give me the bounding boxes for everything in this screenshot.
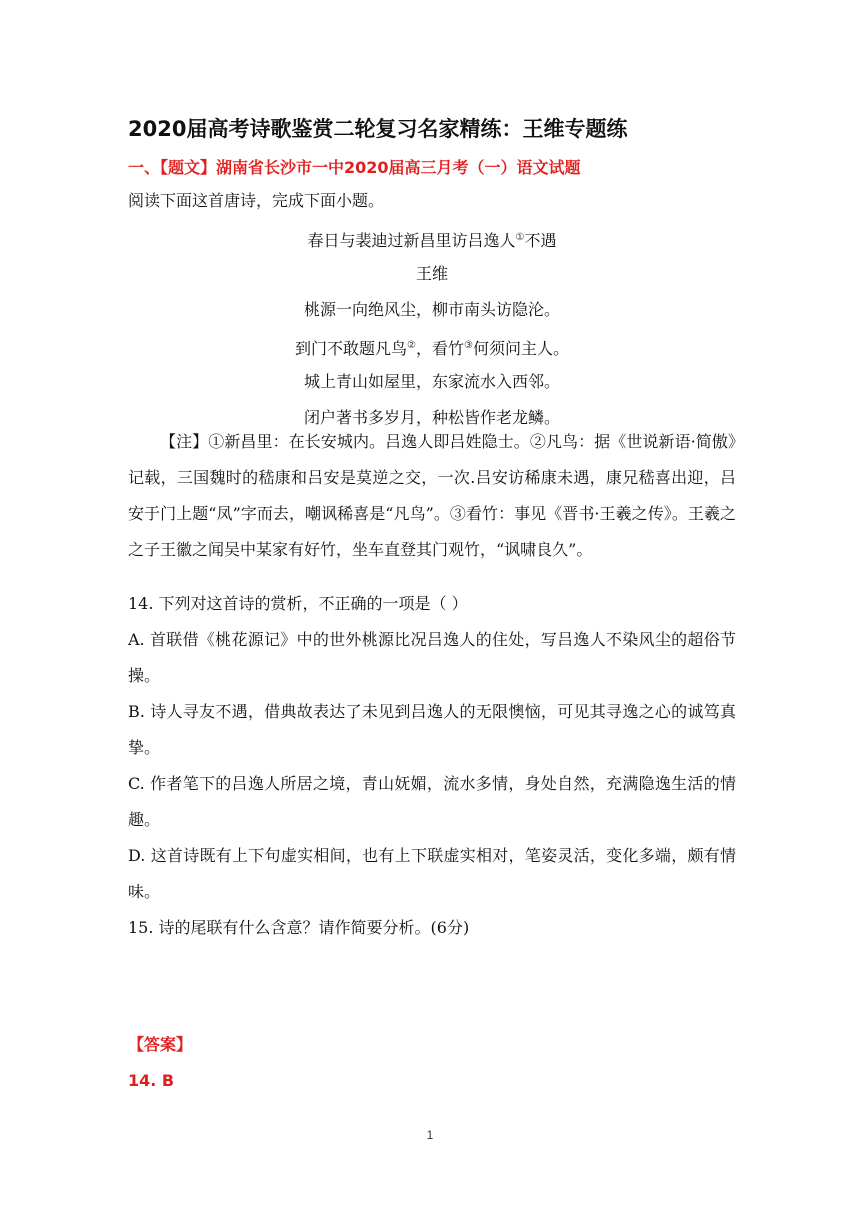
question-15: 15. 诗的尾联有什么含意？请作简要分析。(6分) [128,918,470,937]
poem [128,220,736,436]
footnotes: 【注】①新昌里：在长安城内。吕逸人即吕姓隐士。②凡鸟：据《世说新语·简傲》记载，三国魏时的嵇康和吕安是莫逆之交，一次.吕安访稀康未遇，康兄嵇喜出迎，吕安于门上题“凤”字而去，嘲讽稀喜是“凡鸟”。③看竹：事见《晋书·王羲之传》。王羲之之子王徽之闻吴中某家有好竹，坐车直登其门观竹，“讽啸良久”。 [128,432,736,559]
page-number: 1 [426,1128,434,1142]
poem-line-text: ，看竹 [415,339,464,358]
poem-line [128,328,736,364]
poem-line-text: 到门不敢题凡鸟 [295,339,408,358]
poem-line-text: 何须问主人。 [472,339,569,358]
poem-title-text: 春日与裴迪过新昌里访吕逸人 [307,231,516,250]
footnote-mark: ③ [464,340,473,351]
poem-line: 城上青山如屋里，东家流水入西邻。 [303,372,560,391]
reading-instruction: 阅读下面这首唐诗，完成下面小题。 [128,191,385,210]
question-14-stem: 14. 下列对这首诗的赏析，不正确的一项是（ ） [128,594,468,613]
answer-14: 14. B [128,1071,175,1090]
document-title: 2020届高考诗歌鉴赏二轮复习名家精练：王维专题练 [128,117,628,141]
answer-label: 【答案】 [128,1035,193,1054]
poem-line: 闭户著书多岁月，种松皆作老龙鳞。 [303,408,560,427]
poem-line: 桃源一向绝风尘，柳市南头访隐沦。 [303,300,560,319]
footnote-mark: ② [407,340,416,351]
poem-title [128,220,736,256]
option-b: B. 诗人寻友不遇，借典故表达了未见到吕逸人的无限懊恼，可见其寻逸之心的诚笃真挚。 [128,702,736,757]
poem-title-end: 不遇 [524,231,557,250]
section-heading: 一、【题文】湖南省长沙市一中2020届高三月考（一）语文试题 [128,158,581,177]
option-d: D. 这首诗既有上下句虚实相间，也有上下联虚实相对，笔姿灵活，变化多端，颇有情味。 [128,846,736,901]
option-c: C. 作者笔下的吕逸人所居之境，青山妩媚，流水多情，身处自然，充满隐逸生活的情趣。 [128,774,736,829]
footnote-mark: ① [515,232,525,243]
poem-author: 王维 [415,264,448,283]
option-a: A. 首联借《桃花源记》中的世外桃源比况吕逸人的住处，写吕逸人不染风尘的超俗节操。 [128,630,736,685]
